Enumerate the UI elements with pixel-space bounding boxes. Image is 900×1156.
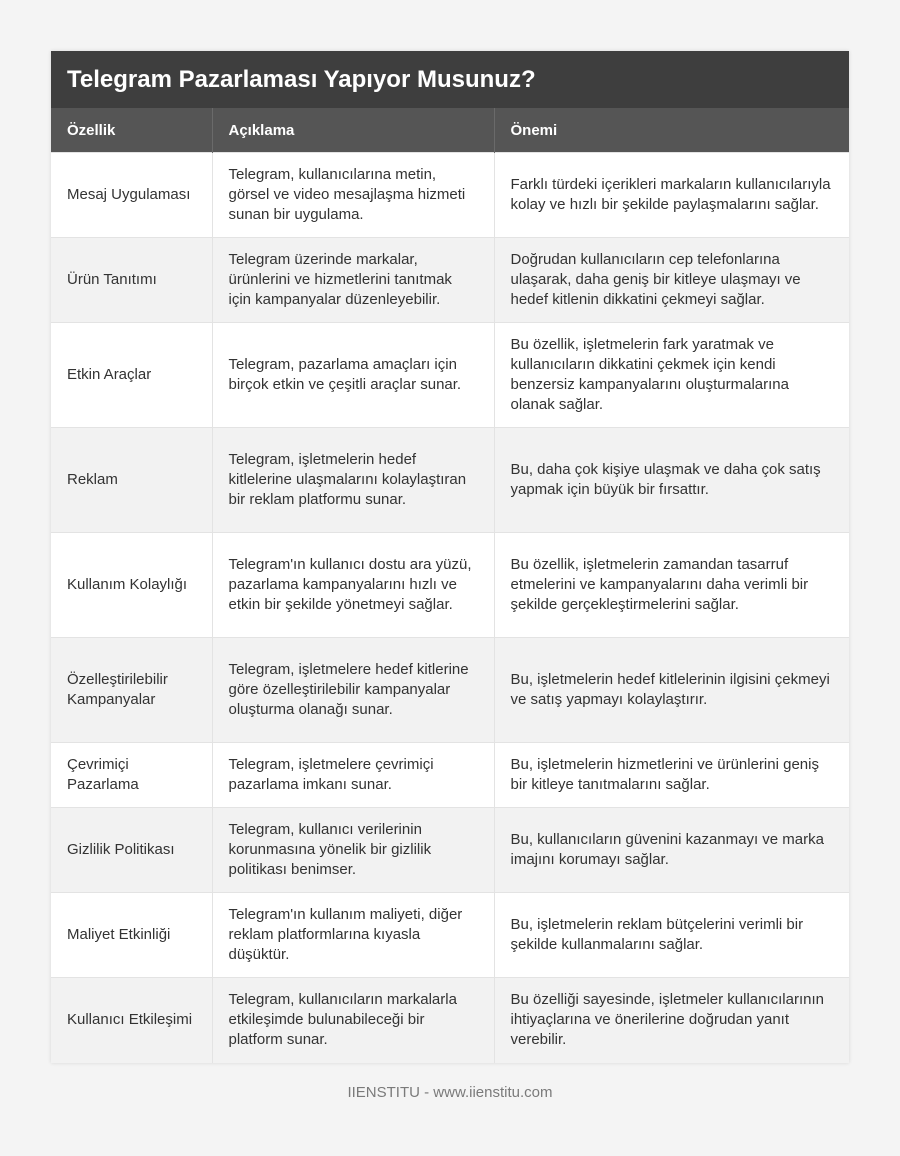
feature-cell: Çevrimiçi Pazarlama (51, 743, 212, 808)
table-row (51, 743, 849, 808)
column-header-importance: Önemi (494, 108, 849, 153)
description-cell: Telegram, kullanıcılarına metin, görsel ve video mesajlaşma hizmeti sunan bir uygulama. (212, 153, 494, 238)
description-cell: Telegram, işletmelere çevrimiçi pazarlama imkanı sunar. (212, 743, 494, 808)
table-body (51, 153, 849, 1063)
table-row (51, 893, 849, 978)
column-header-description: Açıklama (212, 108, 494, 153)
importance-cell: Farklı türdeki içerikleri markaların kullanıcılarıyla kolay ve hızlı bir şekilde paylaşmalarını sağlar. (494, 153, 849, 238)
feature-cell: Maliyet Etkinliği (51, 893, 212, 978)
description-cell: Telegram, kullanıcıların markalarla etkileşimde bulunabileceği bir platform sunar. (212, 978, 494, 1063)
importance-cell: Bu özellik, işletmelerin zamandan tasarruf etmelerini ve kampanyalarını daha verimli bir şekilde gerçekleştirmelerini sağlar. (494, 533, 849, 638)
feature-cell: Ürün Tanıtımı (51, 238, 212, 323)
footer-credit: IIENSTITU - www.iienstitu.com (347, 1084, 553, 1101)
column-header-feature: Özellik (51, 108, 212, 153)
page-title: Telegram Pazarlaması Yapıyor Musunuz? (51, 51, 849, 108)
feature-cell: Özelleştirilebilir Kampanyalar (51, 638, 212, 743)
description-cell: Telegram'ın kullanıcı dostu ara yüzü, pazarlama kampanyalarını hızlı ve etkin bir şekilde yönetmeyi sağlar. (212, 533, 494, 638)
importance-cell: Bu özelliği sayesinde, işletmeler kullanıcılarının ihtiyaçlarına ve önerilerine doğrudan yanıt verebilir. (494, 978, 849, 1063)
table-row (51, 238, 849, 323)
importance-cell: Bu, kullanıcıların güvenini kazanmayı ve marka imajını korumayı sağlar. (494, 808, 849, 893)
description-cell: Telegram'ın kullanım maliyeti, diğer reklam platformlarına kıyasla düşüktür. (212, 893, 494, 978)
importance-cell: Bu, işletmelerin hedef kitlelerinin ilgisini çekmeyi ve satış yapmayı kolaylaştırır. (494, 638, 849, 743)
feature-cell: Reklam (51, 428, 212, 533)
description-cell: Telegram, işletmelerin hedef kitlelerine ulaşmalarını kolaylaştıran bir reklam platformu sunar. (212, 428, 494, 533)
importance-cell: Bu, daha çok kişiye ulaşmak ve daha çok satış yapmak için büyük bir fırsattır. (494, 428, 849, 533)
table-row (51, 638, 849, 743)
table-header (51, 108, 849, 153)
feature-cell: Kullanım Kolaylığı (51, 533, 212, 638)
feature-cell: Kullanıcı Etkileşimi (51, 978, 212, 1063)
table-row (51, 978, 849, 1063)
feature-cell: Mesaj Uygulaması (51, 153, 212, 238)
table-row (51, 153, 849, 238)
description-cell: Telegram üzerinde markalar, ürünlerini ve hizmetlerini tanıtmak için kampanyalar düzenleyebilir. (212, 238, 494, 323)
importance-cell: Bu, işletmelerin hizmetlerini ve ürünlerini geniş bir kitleye tanıtmalarını sağlar. (494, 743, 849, 808)
description-cell: Telegram, kullanıcı verilerinin korunmasına yönelik bir gizlilik politikası benimser. (212, 808, 494, 893)
feature-cell: Gizlilik Politikası (51, 808, 212, 893)
importance-cell: Bu özellik, işletmelerin fark yaratmak ve kullanıcıların dikkatini çekmek için kendi benzersiz kampanyalarını oluşturmalarına olanak sağlar. (494, 323, 849, 428)
table-row (51, 428, 849, 533)
table-card (51, 51, 849, 1063)
importance-cell: Doğrudan kullanıcıların cep telefonlarına ulaşarak, daha geniş bir kitleye ulaşmayı ve hedef kitlenin dikkatini çekmeyi sağlar. (494, 238, 849, 323)
description-cell: Telegram, pazarlama amaçları için birçok etkin ve çeşitli araçlar sunar. (212, 323, 494, 428)
table-row (51, 808, 849, 893)
description-cell: Telegram, işletmelere hedef kitlerine göre özelleştirilebilir kampanyalar oluşturma olanağı sunar. (212, 638, 494, 743)
feature-cell: Etkin Araçlar (51, 323, 212, 428)
header-row (51, 108, 849, 153)
table-row (51, 323, 849, 428)
importance-cell: Bu, işletmelerin reklam bütçelerini verimli bir şekilde kullanmalarını sağlar. (494, 893, 849, 978)
table-row (51, 533, 849, 638)
feature-table (51, 108, 849, 1063)
